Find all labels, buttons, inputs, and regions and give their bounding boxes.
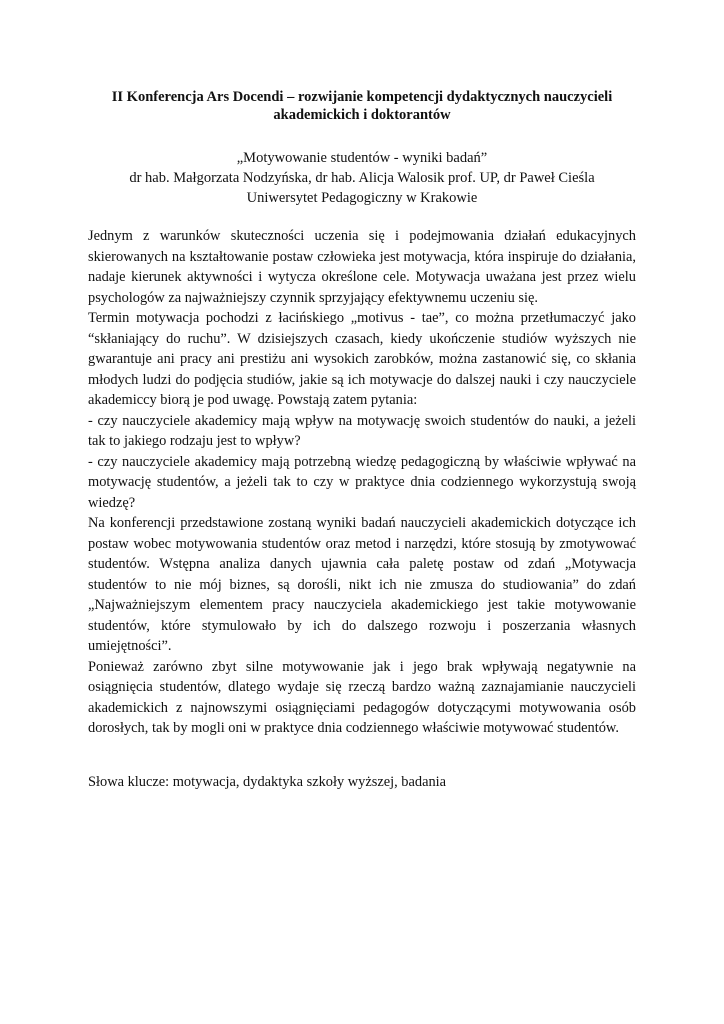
talk-header (88, 148, 636, 208)
keywords-line: Słowa klucze: motywacja, dydaktyka szkoły wyższej, badania (88, 774, 447, 790)
abstract-paragraph: Ponieważ zarówno zbyt silne motywowanie jak i jego brak wpływają negatywnie na osiągnięcia studentów, dlatego wydaje się rzeczą bardzo ważną zaznajamianie nauczycieli akademickich z najnowszymi osiągnięciami pedagogów dotyczącymi motywowania osób dorosłych, tak by mogli oni w praktyce dnia codziennego właściwie motywować studentów. (88, 658, 636, 736)
conference-title: II Konferencja Ars Docendi – rozwijanie kompetencji dydaktycznych nauczycieli akademickich i doktorantów (111, 89, 613, 123)
abstract-paragraph: Na konferencji przedstawione zostaną wyniki badań nauczycieli akademickich dotyczące ich postaw wobec motywowania studentów oraz metod i narzędzi, które stosują by zmotywować studentów. Wstępna analiza danych ujawnia cała paletę postaw od zdań „Motywacja studentów to nie mój biznes, są dorośli, nikt ich nie zmusza do studiowania” do zdań „Najważniejszym elementem pracy nauczyciela akademickiego jest takie motywowanie studentów, które stymulowało by ich do dalszego rozwoju i poszerzania własnych umiejętności”. (88, 515, 636, 654)
talk-authors: dr hab. Małgorzata Nodzyńska, dr hab. Alicja Walosik prof. UP, dr Paweł Cieśla (129, 170, 595, 186)
abstract-paragraph: Termin motywacja pochodzi z łacińskiego „motivus - tae”, co można przetłumaczyć jako “skłaniający do ruchu”. W dzisiejszych czasach, kiedy ukończenie studiów wyższych nie gwarantuje ani pracy ani prestiżu ani wysokich zarobków, można zastanowić się, co skłania młodych ludzi do podjęcia studiów, jakie są ich motywacje do dalszej nauki i czy nauczyciele akademiccy biorą je pod uwagę. Powstają zatem pytania: (88, 310, 636, 408)
abstract-body (88, 226, 636, 739)
abstract-paragraph: Jednym z warunków skuteczności uczenia się i podejmowania działań edukacyjnych skierowanych na kształtowanie postaw człowieka jest motywacja, która inspiruje do działania, nadaje kierunek aktywności i wytycza określone cele. Motywacja uważana jest przez wielu psychologów za najważniejszy czynnik sprzyjający efektywnemu uczeniu się. (88, 228, 636, 306)
abstract-question: - czy nauczyciele akademicy mają wpływ na motywację swoich studentów do nauki, a jeżeli tak to jakiego rodzaju jest to wpływ? (88, 412, 636, 449)
talk-title: „Motywowanie studentów - wyniki badań” (236, 150, 488, 166)
talk-affiliation: Uniwersytet Pedagogiczny w Krakowie (246, 190, 478, 206)
abstract-question: - czy nauczyciele akademicy mają potrzebną wiedzę pedagogiczną by właściwie wpływać na motywację studentów, a jeżeli tak to czy w praktyce dnia codziennego wykorzystują swoją wiedzę? (88, 453, 636, 511)
